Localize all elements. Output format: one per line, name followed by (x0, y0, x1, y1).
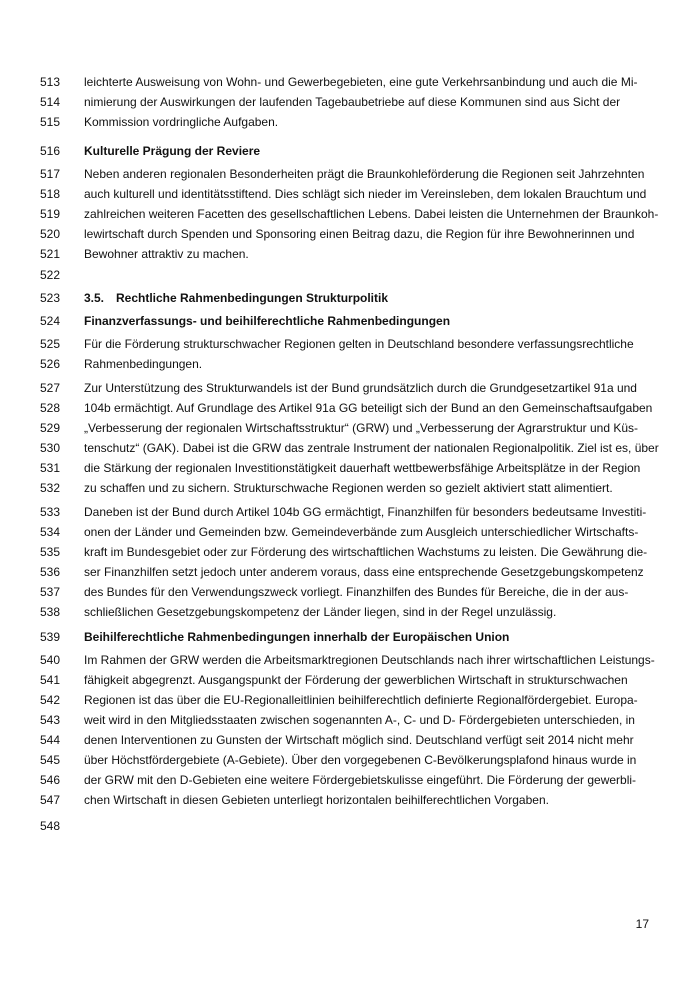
line-525 (0, 334, 700, 354)
line-521 (0, 244, 700, 264)
body-text-line: lewirtschaft durch Spenden und Sponsoring einen Beitrag dazu, die Region für ihre Bewohnerinnen und (84, 227, 635, 241)
line-number: 519 (40, 207, 61, 221)
line-number: 526 (40, 357, 61, 371)
body-text-line: zahlreichen weiteren Facetten des gesellschaftlichen Lebens. Dabei leisten die Unternehmen der Braunkoh- (84, 207, 659, 221)
subheading: Finanzverfassungs- und beihilferechtliche Rahmenbedingungen (84, 314, 451, 328)
line-number: 516 (40, 144, 61, 158)
body-text-line: der GRW mit den D-Gebieten eine weitere Fördergebietskulisse eingeführt. Die Förderung der gewerbli- (84, 773, 637, 787)
line-number: 523 (40, 291, 61, 305)
line-532 (0, 478, 700, 498)
body-text-line: Regionen ist das über die EU-Regionalleitlinien beihilferechtlich definierte Regionalfördergebiet. Europa- (84, 693, 638, 707)
line-number: 536 (40, 565, 61, 579)
line-number: 544 (40, 733, 61, 747)
line-number: 531 (40, 461, 61, 475)
line-528 (0, 398, 700, 418)
line-539 (0, 627, 700, 647)
line-542 (0, 690, 700, 710)
subheading: Beihilferechtliche Rahmenbedingungen innerhalb der Europäischen Union (84, 630, 510, 644)
line-518 (0, 184, 700, 204)
line-531 (0, 458, 700, 478)
line-530 (0, 438, 700, 458)
body-text-line: Für die Förderung strukturschwacher Regionen gelten in Deutschland besondere verfassungsrechtliche (84, 337, 634, 351)
line-548 (0, 816, 700, 836)
page-number: 17 (635, 917, 649, 931)
section-number: 3.5. (84, 291, 105, 305)
line-535 (0, 542, 700, 562)
line-number: 518 (40, 187, 61, 201)
line-number: 532 (40, 481, 61, 495)
body-text-line: nimierung der Auswirkungen der laufenden Tagebaubetriebe auf diese Kommunen sind aus Sicht der (84, 95, 621, 109)
line-515 (0, 112, 700, 132)
body-text-line: denen Interventionen zu Gunsten der Wirtschaft möglich sind. Deutschland verfügt seit 2014 nicht mehr (84, 733, 634, 747)
line-540 (0, 650, 700, 670)
body-text-line: zu schaffen und zu sichern. Strukturschwache Regionen werden so gezielt aktiviert statt alimentiert. (84, 481, 613, 495)
line-546 (0, 770, 700, 790)
body-text-line: tenschutz“ (GAK). Dabei ist die GRW das zentrale Instrument der nationalen Regionalpolitik. Ziel ist es, über (84, 441, 659, 455)
line-number: 534 (40, 525, 61, 539)
line-519 (0, 204, 700, 224)
body-text-line: Bewohner attraktiv zu machen. (84, 247, 249, 261)
body-text-line: schließlichen Gesetzgebungskompetenz der Länder liegen, sind in der Regel unzulässig. (84, 605, 557, 619)
line-534 (0, 522, 700, 542)
line-number: 535 (40, 545, 61, 559)
body-text-line: Zur Unterstützung des Strukturwandels ist der Bund grundsätzlich durch die Grundgesetzartikel 91a und (84, 381, 637, 395)
body-text-line: fähigkeit abgegrenzt. Ausgangspunkt der Förderung der gewerblichen Wirtschaft in strukturschwachen (84, 673, 628, 687)
body-text-line: Neben anderen regionalen Besonderheiten prägt die Braunkohleförderung die Regionen seit Jahrzehnten (84, 167, 645, 181)
line-number: 538 (40, 605, 61, 619)
line-number: 543 (40, 713, 61, 727)
body-text-line: „Verbesserung der regionalen Wirtschaftsstruktur“ (GRW) und „Verbesserung der Agrarstruktur und Küs- (84, 421, 639, 435)
line-number: 546 (40, 773, 61, 787)
line-529 (0, 418, 700, 438)
line-545 (0, 750, 700, 770)
line-number: 547 (40, 793, 61, 807)
line-516 (0, 141, 700, 161)
body-text-line: Rahmenbedingungen. (84, 357, 203, 371)
line-number: 520 (40, 227, 61, 241)
section-heading (84, 288, 664, 308)
line-number: 545 (40, 753, 61, 767)
line-number: 514 (40, 95, 61, 109)
body-text-line: 104b ermächtigt. Auf Grundlage des Artikel 91a GG beteiligt sich der Bund an den Gemeinschaftsaufgaben (84, 401, 653, 415)
body-text-line: auch kulturell und identitätsstiftend. Dies schlägt sich nieder im Vereinsleben, dem lokalen Brauchtum und (84, 187, 647, 201)
line-number: 537 (40, 585, 61, 599)
line-number: 542 (40, 693, 61, 707)
line-524 (0, 311, 700, 331)
line-number: 524 (40, 314, 61, 328)
line-513 (0, 72, 700, 92)
line-number: 539 (40, 630, 61, 644)
line-543 (0, 710, 700, 730)
line-number: 521 (40, 247, 61, 261)
line-526 (0, 354, 700, 374)
line-number: 522 (40, 268, 61, 282)
line-number: 525 (40, 337, 61, 351)
line-523 (0, 288, 700, 308)
line-number: 528 (40, 401, 61, 415)
line-520 (0, 224, 700, 244)
line-number: 533 (40, 505, 61, 519)
body-text-line: kraft im Bundesgebiet oder zur Förderung des wirtschaftlichen Wachstums zu leisten. Die Gewährung die- (84, 545, 648, 559)
line-number: 515 (40, 115, 61, 129)
line-537 (0, 582, 700, 602)
line-number: 548 (40, 819, 61, 833)
line-number: 513 (40, 75, 61, 89)
body-text-line: chen Wirtschaft in diesen Gebieten unterliegt horizontalen beihilferechtlichen Vorgaben. (84, 793, 549, 807)
subheading: Kulturelle Prägung der Reviere (84, 144, 261, 158)
line-547 (0, 790, 700, 810)
body-text-line: ser Finanzhilfen setzt jedoch unter anderem voraus, dass eine entsprechende Gesetzgebungskompetenz (84, 565, 644, 579)
body-text-line: Im Rahmen der GRW werden die Arbeitsmarktregionen Deutschlands nach ihrer wirtschaftlichen Leistungs- (84, 653, 655, 667)
line-number: 541 (40, 673, 61, 687)
body-text-line: Daneben ist der Bund durch Artikel 104b GG ermächtigt, Finanzhilfen für besonders bedeutsame Investiti- (84, 505, 647, 519)
line-536 (0, 562, 700, 582)
line-number: 540 (40, 653, 61, 667)
body-text-line: onen der Länder und Gemeinden bzw. Gemeindeverbände zum Ausgleich unterschiedlicher Wirtschafts- (84, 525, 639, 539)
line-517 (0, 164, 700, 184)
line-522 (0, 265, 700, 285)
line-533 (0, 502, 700, 522)
line-number: 530 (40, 441, 61, 455)
body-text-line: die Stärkung der regionalen Investitionstätigkeit dauerhaft wettbewerbsfähige Arbeitsplätze in der Region (84, 461, 641, 475)
section-title: Rechtliche Rahmenbedingungen Strukturpolitik (116, 291, 389, 305)
line-527 (0, 378, 700, 398)
line-number: 527 (40, 381, 61, 395)
line-number: 517 (40, 167, 61, 181)
body-text-line: Kommission vordringliche Aufgaben. (84, 115, 279, 129)
body-text-line: des Bundes für den Verwendungszweck vorliegt. Finanzhilfen des Bundes für Bereiche, die in der aus- (84, 585, 629, 599)
line-544 (0, 730, 700, 750)
line-514 (0, 92, 700, 112)
line-number: 529 (40, 421, 61, 435)
body-text-line: über Höchstfördergebiete (A-Gebiete). Über den vorgegebenen C-Bevölkerungsplafond hinaus wurde in (84, 753, 637, 767)
line-538 (0, 602, 700, 622)
body-text-line: weit wird in den Mitgliedsstaaten zwischen sogenannten A-, C- und D- Fördergebieten unterschieden, in (84, 713, 635, 727)
line-541 (0, 670, 700, 690)
body-text-line: leichterte Ausweisung von Wohn- und Gewerbegebieten, eine gute Verkehrsanbindung und auch die Mi- (84, 75, 638, 89)
